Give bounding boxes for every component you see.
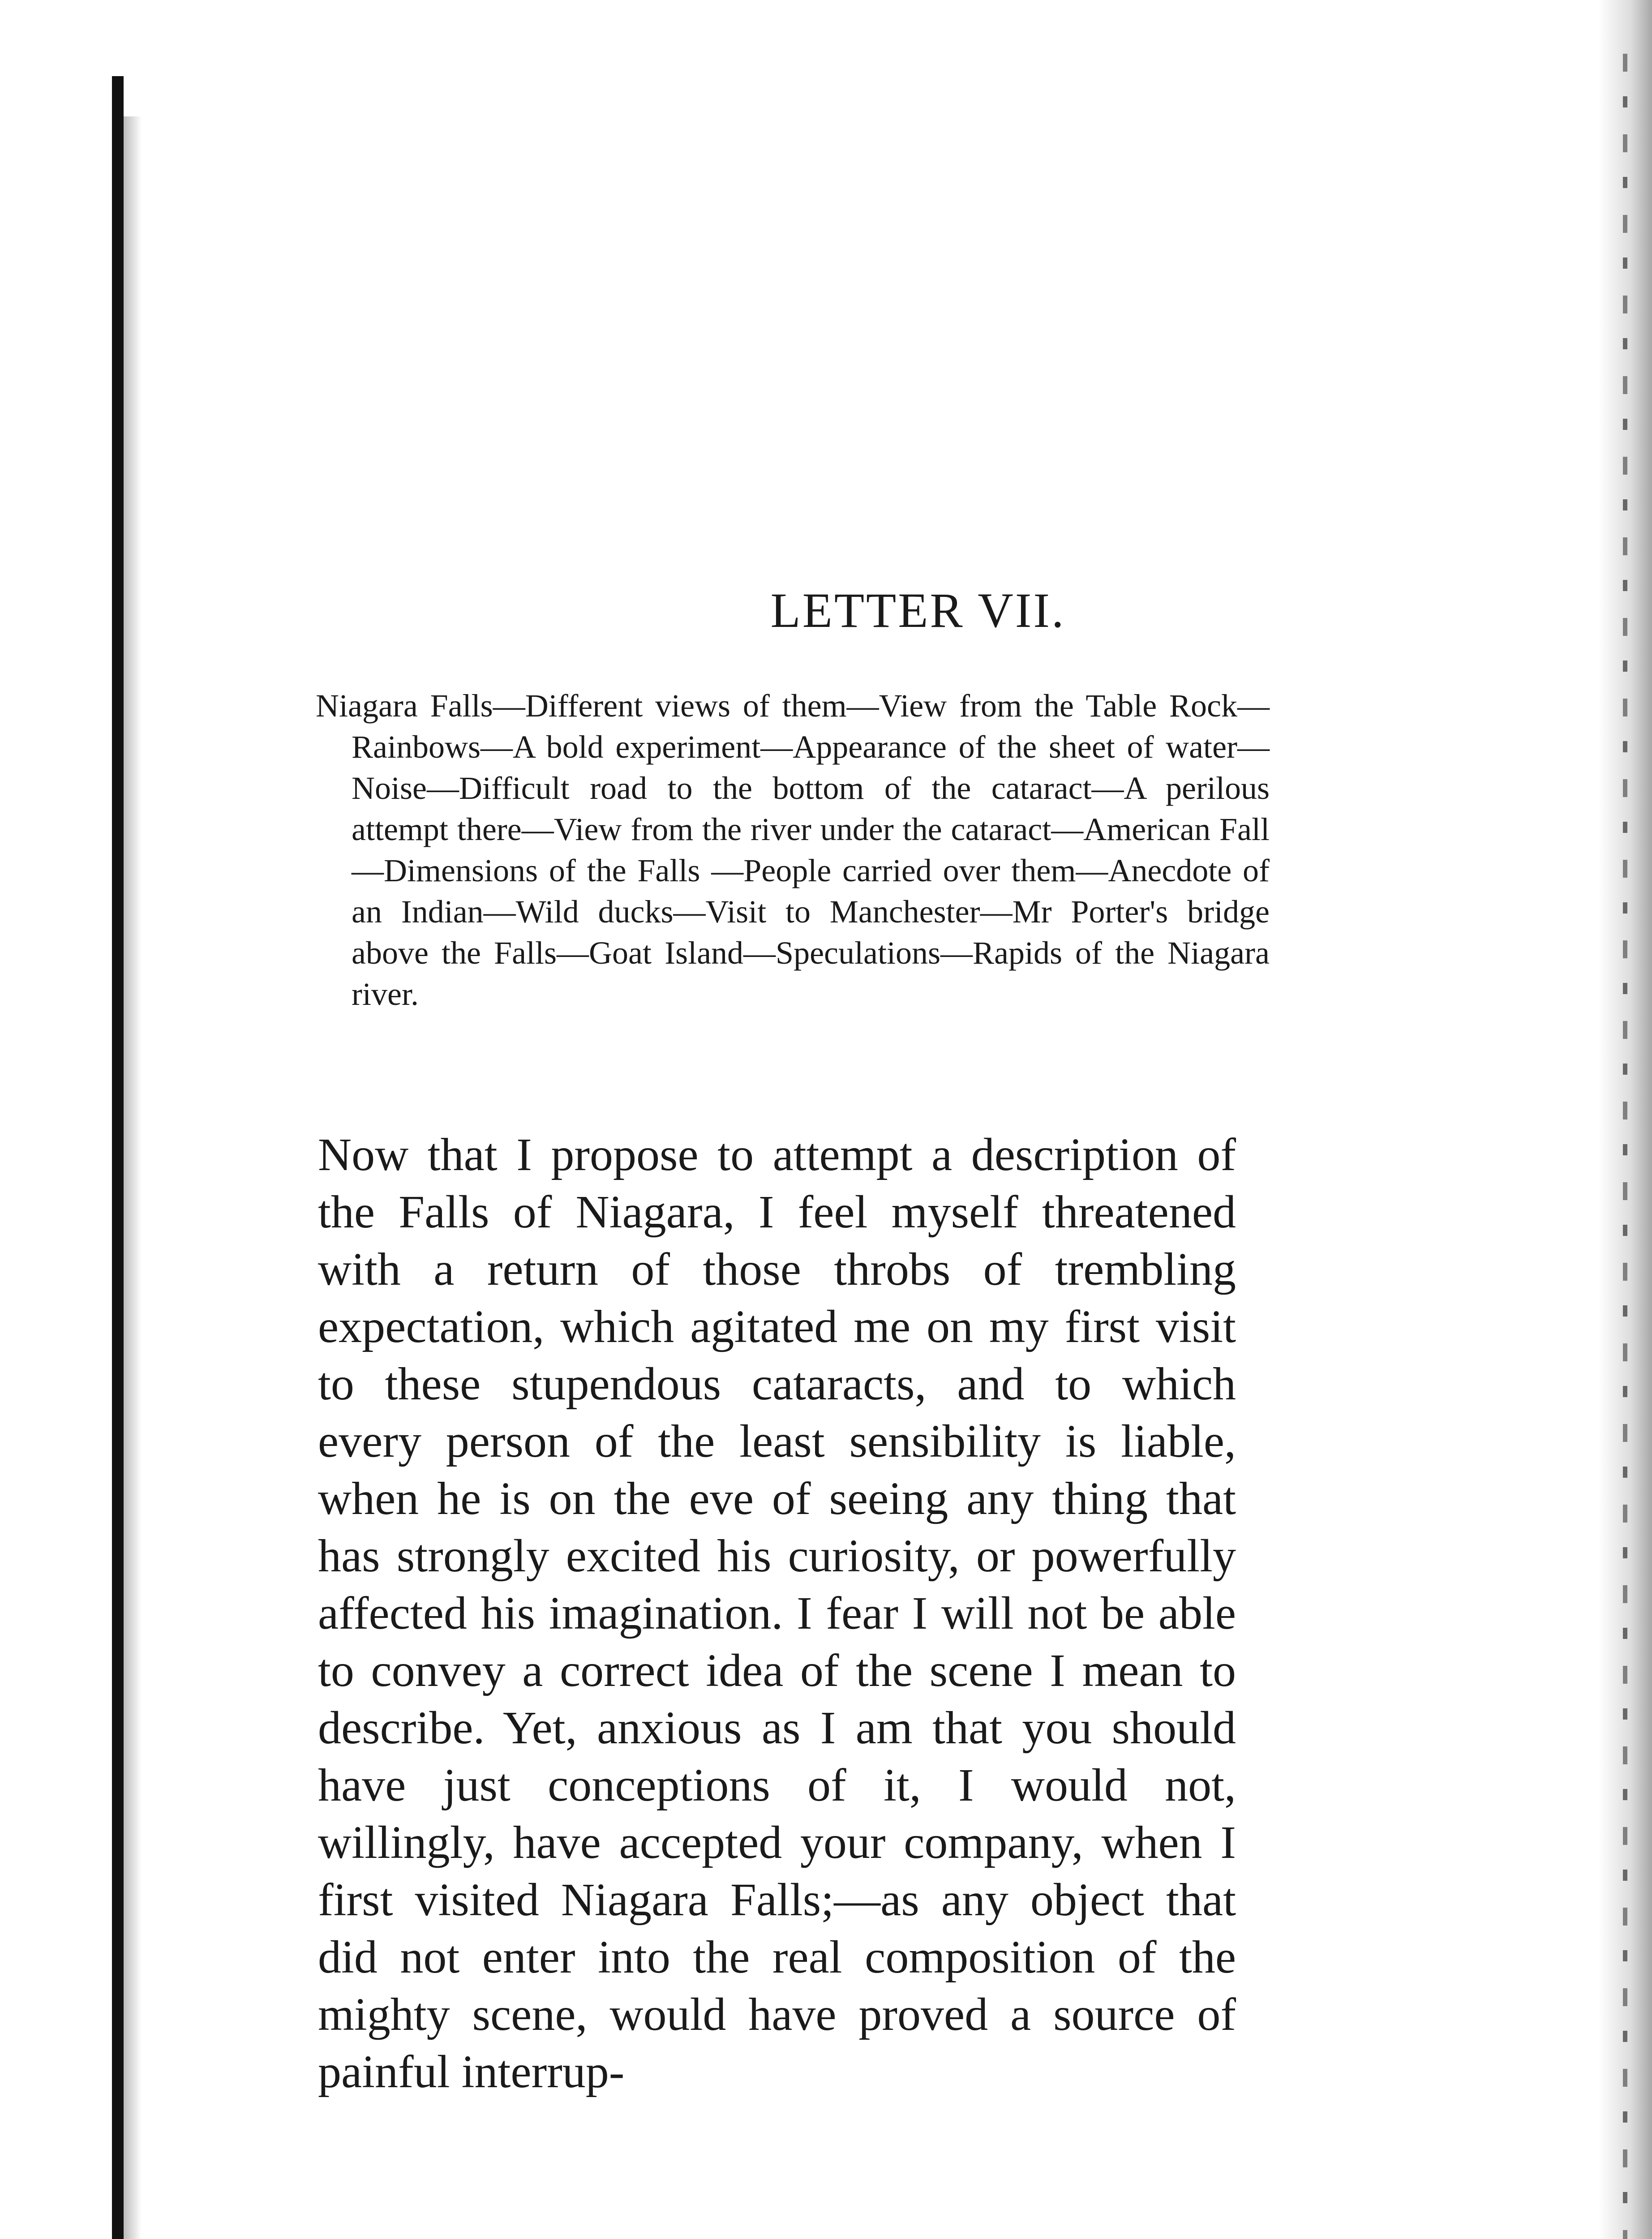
letter-summary: Niagara Falls—Different views of them—View from the Table Rock—Rainbows—A bold experiment—Appearance of the sheet of water—Noise—Difficult road to the bottom of the cataract—A perilous attempt there—View from the river under the cataract—American Fall—Dimensions of the Falls —People carried over them—Anecdote of an Indian—Wild ducks—Visit to Manchester—Mr Porter's bridge above the Falls—Goat Island—Speculations—Rapids of the Niagara river. [316,688,1270,1012]
letter-body: Now that I propose to attempt a description of the Falls of Niagara, I feel myself threatened with a return of those throbs of trembling expectation, which agitated me on my first visit to these stupendous cataracts, and to which every person of the least sensibility is liable, when he is on the eve of seeing any thing that has strongly excited his curiosity, or powerfully affected his imagination. I fear I will not be able to convey a correct idea of the scene I mean to describe. Yet, anxious as I am that you should have just conceptions of it, I would not, willingly, have accepted your company, when I first visited Niagara Falls;—as any object that did not enter into the real composition of the mighty scene, would have proved a source of painful interrup- [318,1129,1236,2097]
page-edge-marks [1623,54,1627,2239]
binding-gutter [112,76,124,2239]
letter-heading: LETTER VII. [770,583,1066,638]
binding-shadow [124,116,142,2239]
